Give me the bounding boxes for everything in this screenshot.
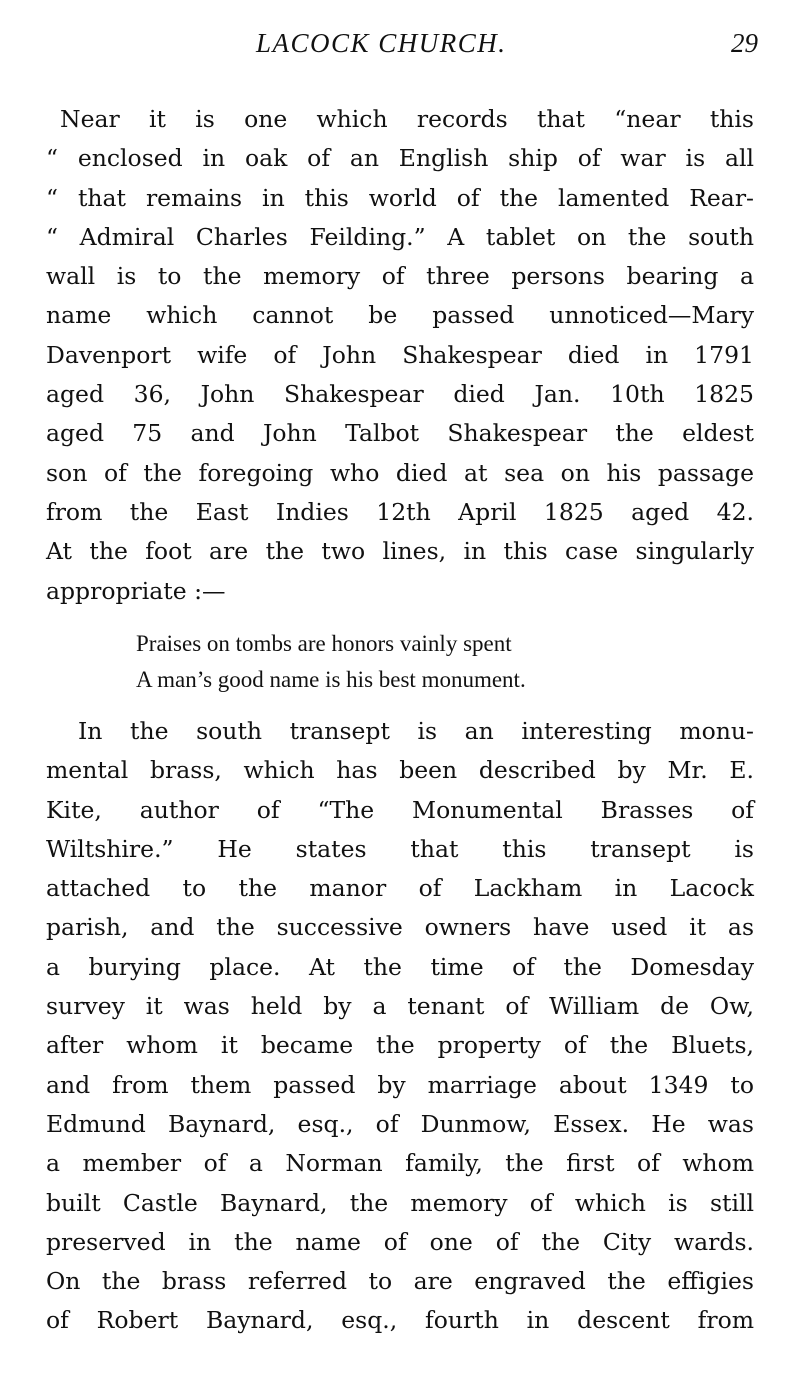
text-line: On the brass referred to are engraved the effigies bbox=[46, 1267, 754, 1296]
epitaph-verse bbox=[136, 626, 696, 698]
text-line: “ that remains in this world of the lamented Rear- bbox=[46, 183, 754, 212]
text-line: Edmund Baynard, esq., of Dunmow, Essex. He was bbox=[46, 1109, 754, 1138]
text-line: preserved in the name of one of the City wards. bbox=[46, 1227, 754, 1256]
text-line: parish, and the successive owners have used it as bbox=[46, 913, 754, 942]
text-line: of Robert Baynard, esq., fourth in descent from bbox=[46, 1306, 754, 1335]
text-line: a burying place. At the time of the Domesday bbox=[46, 952, 754, 981]
paragraph-tablets bbox=[46, 100, 754, 611]
running-title: LACOCK CHURCH. bbox=[256, 28, 507, 58]
text-line: Kite, author of “The Monumental Brasses of bbox=[46, 795, 754, 824]
text-line: appropriate :— bbox=[46, 576, 226, 605]
text-line: aged 75 and John Talbot Shakespear the eldest bbox=[46, 419, 754, 448]
page-number: 29 bbox=[731, 28, 758, 58]
text-line: and from them passed by marriage about 1349 to bbox=[46, 1070, 754, 1099]
text-line: after whom it became the property of the Bluets, bbox=[46, 1031, 754, 1060]
text-line: wall is to the memory of three persons bearing a bbox=[46, 262, 754, 291]
text-line: Near it is one which records that “near this bbox=[60, 105, 754, 133]
text-line: aged 36, John Shakespear died Jan. 10th 1825 bbox=[46, 380, 754, 409]
text-line: name which cannot be passed unnoticed—Mary bbox=[46, 301, 754, 330]
text-line: from the East Indies 12th April 1825 aged 42. bbox=[46, 497, 754, 526]
text-line: attached to the manor of Lackham in Lacock bbox=[46, 874, 754, 903]
verse-line: A man’s good name is his best monument. bbox=[136, 667, 526, 692]
text-line: At the foot are the two lines, in this case singularly bbox=[46, 537, 754, 566]
text-line: Wiltshire.” He states that this transept is bbox=[46, 834, 754, 863]
text-line: survey it was held by a tenant of William de Ow, bbox=[46, 992, 754, 1021]
text-line: built Castle Baynard, the memory of which is still bbox=[46, 1188, 754, 1217]
paragraph-south-transept bbox=[46, 712, 754, 1341]
text-line: “ Admiral Charles Feilding.” A tablet on the south bbox=[46, 222, 754, 251]
text-line: In the south transept is an interesting monu- bbox=[78, 717, 754, 745]
text-line: Davenport wife of John Shakespear died in 1791 bbox=[46, 340, 754, 369]
text-line: son of the foregoing who died at sea on his passage bbox=[46, 458, 754, 487]
running-head bbox=[0, 28, 800, 62]
text-line: mental brass, which has been described by Mr. E. bbox=[46, 756, 754, 785]
text-line: “ enclosed in oak of an English ship of war is all bbox=[46, 144, 754, 173]
verse-line: Praises on tombs are honors vainly spent bbox=[136, 631, 512, 656]
text-line: a member of a Norman family, the first of whom bbox=[46, 1149, 754, 1178]
